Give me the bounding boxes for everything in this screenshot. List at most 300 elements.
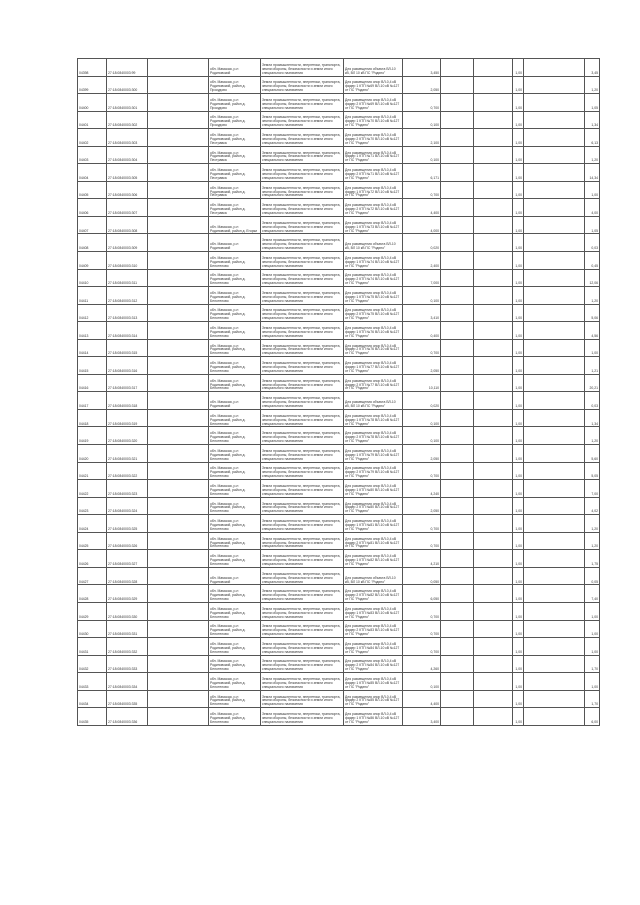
coefficient: 1,00 (513, 673, 524, 691)
table-row (78, 269, 600, 287)
empty-cell (148, 532, 209, 550)
empty-cell (441, 515, 474, 533)
coefficient: 1,00 (513, 94, 524, 112)
total-value: 3,45 (585, 59, 600, 77)
address: обл. Мамская, р-н Родиновский, район д. Белотелово (209, 515, 261, 533)
empty-cell (474, 480, 513, 498)
empty-cell (524, 462, 585, 480)
total-value: 0,03 (585, 392, 600, 410)
table-row (78, 567, 600, 585)
address: обл. Мамская, р-н Родиновский, район д. Белотелово (209, 480, 261, 498)
total-value: 14,34 (585, 164, 600, 182)
row-number: 04400 (78, 94, 107, 112)
area-value: 4,400 (403, 690, 441, 708)
permitted-use: Для размещения опор ВЛ-0,4 кВ фидер 1 КТП №80 ВЛ-10 кВ №127 от ПС "Родино" (344, 480, 403, 498)
coefficient: 1,00 (513, 339, 524, 357)
land-category: Земли промышленности, энергетики, транспорта, земли обороны, безопасности и земли иного специального назначения (261, 304, 344, 322)
row-number: 04416 (78, 374, 107, 392)
row-number: 04402 (78, 129, 107, 147)
address: обл. Мамская, р-н Родиновский, район д. Прокудово (209, 111, 261, 129)
address: обл. Мамская, р-н Родиновский, район д. Белотелово (209, 252, 261, 270)
empty-cell (524, 374, 585, 392)
total-value: 1,75 (585, 550, 600, 568)
empty-cell (474, 322, 513, 340)
row-number: 04403 (78, 146, 107, 164)
empty-cell (524, 445, 585, 463)
area-value: 4,400 (403, 199, 441, 217)
cadastral-number: 27:18:0840003:319 (107, 409, 148, 427)
empty-cell (148, 585, 209, 603)
land-category: Земли промышленности, энергетики, транспорта, земли обороны, безопасности и земли иного специального назначения (261, 585, 344, 603)
empty-cell (524, 585, 585, 603)
empty-cell (441, 620, 474, 638)
total-value: 0,03 (585, 234, 600, 252)
area-value: 2,050 (403, 357, 441, 375)
row-number: 04409 (78, 252, 107, 270)
total-value: 1,05 (585, 216, 600, 234)
coefficient: 1,00 (513, 602, 524, 620)
empty-cell (524, 567, 585, 585)
table-row (78, 532, 600, 550)
empty-cell (441, 690, 474, 708)
empty-cell (474, 673, 513, 691)
land-category: Земли промышленности, энергетики, транспорта, земли обороны, безопасности и земли иного специального назначения (261, 497, 344, 515)
cadastral-number: 27:18:0840003:336 (107, 708, 148, 726)
table-body (78, 59, 600, 726)
empty-cell (441, 462, 474, 480)
land-category: Земли промышленности, энергетики, транспорта, земли обороны, безопасности и земли иного специального назначения (261, 252, 344, 270)
area-value: 0,050 (403, 567, 441, 585)
empty-cell (441, 602, 474, 620)
permitted-use: Для размещения объекта ВЛ-10 кВ, ВЛ 10 кВ ПС "Родино" (344, 392, 403, 410)
coefficient: 1,00 (513, 427, 524, 445)
table-row (78, 304, 600, 322)
land-category: Земли промышленности, энергетики, транспорта, земли обороны, безопасности и земли иного специального назначения (261, 392, 344, 410)
empty-cell (148, 76, 209, 94)
permitted-use: Для размещения опор ВЛ-0,4 кВ фидер 2 КТП №83 ВЛ-10 кВ №127 от ПС "Родино" (344, 620, 403, 638)
empty-cell (474, 181, 513, 199)
table-row (78, 427, 600, 445)
cadastral-number: 27:18:0840003:306 (107, 181, 148, 199)
table-row (78, 690, 600, 708)
cadastral-number: 27:18:0840003:325 (107, 515, 148, 533)
empty-cell (524, 339, 585, 357)
table-row (78, 655, 600, 673)
row-number: 04426 (78, 550, 107, 568)
table-row (78, 602, 600, 620)
address: обл. Мамская, р-н Родиновский, район д. Белотелово (209, 374, 261, 392)
permitted-use: Для размещения опор ВЛ-0,4 кВ фидер 2 КТП №84 ВЛ-10 кВ №127 от ПС "Родино" (344, 655, 403, 673)
table-row (78, 181, 600, 199)
coefficient: 1,00 (513, 304, 524, 322)
coefficient: 1,00 (513, 620, 524, 638)
area-value: 3,400 (403, 708, 441, 726)
empty-cell (148, 287, 209, 305)
empty-cell (474, 111, 513, 129)
address: обл. Мамская, р-н Родиновский, район д. Белотелово (209, 673, 261, 691)
empty-cell (474, 392, 513, 410)
permitted-use: Для размещения опор ВЛ-0,4 кВ фидер 1 КТП №79 ВЛ-10 кВ №127 от ПС "Родино" (344, 445, 403, 463)
empty-cell (474, 146, 513, 164)
permitted-use: Для размещения опор ВЛ-0,4 кВ фидер 2 КТП №71 ВЛ-10 кВ №127 от ПС "Родино" (344, 164, 403, 182)
empty-cell (148, 146, 209, 164)
empty-cell (524, 427, 585, 445)
empty-cell (148, 199, 209, 217)
coefficient: 1,00 (513, 690, 524, 708)
empty-cell (474, 269, 513, 287)
cadastral-number: 27:18:0840003:316 (107, 357, 148, 375)
cadastral-number: 27:18:0840003:311 (107, 269, 148, 287)
empty-cell (148, 216, 209, 234)
empty-cell (524, 94, 585, 112)
land-category: Земли промышленности, энергетики, транспорта, земли обороны, безопасности и земли иного специального назначения (261, 409, 344, 427)
empty-cell (441, 322, 474, 340)
area-value: 6,171 (403, 164, 441, 182)
table-row (78, 252, 600, 270)
permitted-use: Для размещения опор ВЛ-0,4 кВ фидер 1 КТП №72 ВЛ-10 кВ №127 от ПС "Родино" (344, 181, 403, 199)
land-category: Земли промышленности, энергетики, транспорта, земли обороны, безопасности и земли иного специального назначения (261, 690, 344, 708)
empty-cell (441, 708, 474, 726)
empty-cell (474, 59, 513, 77)
empty-cell (474, 357, 513, 375)
permitted-use: Для размещения объекта ВЛ-10 кВ, ВЛ 10 кВ ПС "Родино" (344, 234, 403, 252)
land-category: Земли промышленности, энергетики, транспорта, земли обороны, безопасности и земли иного специального назначения (261, 620, 344, 638)
address: обл. Мамская, р-н Родиновский (209, 567, 261, 585)
row-number: 04413 (78, 322, 107, 340)
total-value: 0,05 (585, 567, 600, 585)
permitted-use: Для размещения опор ВЛ-0,4 кВ фидер 1 КТП №85 ВЛ-10 кВ №127 от ПС "Родино" (344, 673, 403, 691)
area-value: 0,700 (403, 462, 441, 480)
empty-cell (441, 445, 474, 463)
cadastral-number: 27:18:0840003:303 (107, 129, 148, 147)
empty-cell (474, 462, 513, 480)
empty-cell (474, 690, 513, 708)
cadastral-number: 27:18:0840003:322 (107, 462, 148, 480)
empty-cell (474, 129, 513, 147)
empty-cell (148, 59, 209, 77)
table-row (78, 111, 600, 129)
land-category: Земли промышленности, энергетики, транспорта, земли обороны, безопасности и земли иного специального назначения (261, 111, 344, 129)
total-value: 4,00 (585, 199, 600, 217)
cadastral-number: 27:18:0840003:329 (107, 585, 148, 603)
cadastral-number: 27:18:0840003:314 (107, 322, 148, 340)
row-number: 04431 (78, 638, 107, 656)
address: обл. Мамская, р-н Родиновский (209, 234, 261, 252)
cadastral-number: 27:18:0840003:312 (107, 287, 148, 305)
row-number: 04430 (78, 620, 107, 638)
area-value: 2,400 (403, 252, 441, 270)
permitted-use: Для размещения опор ВЛ-0,4 кВ фидер 2 КТП №69 ВЛ-10 кВ №127 от ПС "Родино" (344, 94, 403, 112)
area-value: 2,050 (403, 497, 441, 515)
empty-cell (524, 164, 585, 182)
coefficient: 1,00 (513, 655, 524, 673)
cadastral-number: 27:18:0840003:302 (107, 111, 148, 129)
empty-cell (148, 374, 209, 392)
address: обл. Мамская, р-н Родиновский, район д. Белотелово (209, 445, 261, 463)
empty-cell (441, 339, 474, 357)
empty-cell (474, 164, 513, 182)
land-category: Земли промышленности, энергетики, транспорта, земли обороны, безопасности и земли иного специального назначения (261, 234, 344, 252)
table-row (78, 480, 600, 498)
area-value: 0,400 (403, 322, 441, 340)
empty-cell (524, 409, 585, 427)
empty-cell (148, 567, 209, 585)
empty-cell (524, 357, 585, 375)
table-row (78, 620, 600, 638)
row-number: 04408 (78, 234, 107, 252)
cadastral-number: 27:18:0840003:324 (107, 497, 148, 515)
empty-cell (441, 199, 474, 217)
empty-cell (474, 287, 513, 305)
empty-cell (524, 708, 585, 726)
permitted-use: Для размещения опор ВЛ-0,4 кВ фидер 2 КТП №81 ВЛ-10 кВ №127 от ПС "Родино" (344, 532, 403, 550)
total-value: 1,70 (585, 690, 600, 708)
area-value: 0,100 (403, 111, 441, 129)
land-register-table (77, 58, 600, 726)
row-number: 04427 (78, 567, 107, 585)
row-number: 04429 (78, 602, 107, 620)
total-value: 1,00 (585, 673, 600, 691)
coefficient: 1,00 (513, 76, 524, 94)
land-category: Земли промышленности, энергетики, транспорта, земли обороны, безопасности и земли иного специального назначения (261, 567, 344, 585)
area-value: 0,100 (403, 409, 441, 427)
total-value: 1,70 (585, 655, 600, 673)
coefficient: 1,00 (513, 480, 524, 498)
address: обл. Мамская, р-н Родиновский, район д. Белотелово (209, 532, 261, 550)
empty-cell (148, 129, 209, 147)
row-number: 04434 (78, 690, 107, 708)
cadastral-number: 27:18:0840003:307 (107, 199, 148, 217)
empty-cell (441, 146, 474, 164)
table-row (78, 515, 600, 533)
empty-cell (148, 304, 209, 322)
total-value: 1,00 (585, 620, 600, 638)
total-value: 12,06 (585, 269, 600, 287)
empty-cell (441, 638, 474, 656)
empty-cell (474, 550, 513, 568)
coefficient: 1,00 (513, 216, 524, 234)
coefficient: 1,00 (513, 59, 524, 77)
cadastral-number: 27:18:0840003:323 (107, 480, 148, 498)
land-category: Земли промышленности, энергетики, транспорта, земли обороны, безопасности и земли иного специального назначения (261, 602, 344, 620)
empty-cell (148, 181, 209, 199)
address: обл. Мамская, р-н Родиновский, район д. Белотелово (209, 690, 261, 708)
total-value: 0,45 (585, 252, 600, 270)
empty-cell (441, 216, 474, 234)
area-value: 2,050 (403, 445, 441, 463)
address: обл. Мамская, р-н Родиновский, район д. Белотелово (209, 287, 261, 305)
address: обл. Мамская, р-н Родиновский, район д. Белотелово (209, 357, 261, 375)
coefficient: 1,00 (513, 111, 524, 129)
land-category: Земли промышленности, энергетики, транспорта, земли обороны, безопасности и земли иного специального назначения (261, 445, 344, 463)
area-value: 0,700 (403, 339, 441, 357)
coefficient: 1,00 (513, 181, 524, 199)
empty-cell (148, 673, 209, 691)
area-value: 0,700 (403, 94, 441, 112)
total-value: 1,21 (585, 357, 600, 375)
coefficient: 1,00 (513, 497, 524, 515)
table-row (78, 550, 600, 568)
empty-cell (441, 427, 474, 445)
permitted-use: Для размещения опор ВЛ-0,4 кВ фидер 2 КТП №77 ВЛ-10 кВ №127 от ПС "Родино" (344, 374, 403, 392)
address: обл. Мамская, р-н Родиновский, район д. Белотелово (209, 322, 261, 340)
total-value: 7,00 (585, 480, 600, 498)
empty-cell (474, 585, 513, 603)
empty-cell (441, 374, 474, 392)
empty-cell (474, 497, 513, 515)
area-value: 0,100 (403, 146, 441, 164)
row-number: 04410 (78, 269, 107, 287)
empty-cell (474, 638, 513, 656)
coefficient: 1,00 (513, 357, 524, 375)
empty-cell (148, 480, 209, 498)
cadastral-number: 27:18:0840003:321 (107, 445, 148, 463)
coefficient: 1,00 (513, 585, 524, 603)
empty-cell (474, 76, 513, 94)
empty-cell (524, 638, 585, 656)
land-category: Земли промышленности, энергетики, транспорта, земли обороны, безопасности и земли иного специального назначения (261, 550, 344, 568)
area-value: 4,210 (403, 550, 441, 568)
table-row (78, 94, 600, 112)
land-category: Земли промышленности, энергетики, транспорта, земли обороны, безопасности и земли иного специального назначения (261, 462, 344, 480)
empty-cell (474, 234, 513, 252)
empty-cell (148, 462, 209, 480)
empty-cell (441, 59, 474, 77)
land-category: Земли промышленности, энергетики, транспорта, земли обороны, безопасности и земли иного специального назначения (261, 59, 344, 77)
table-row (78, 322, 600, 340)
empty-cell (441, 164, 474, 182)
empty-cell (524, 497, 585, 515)
empty-cell (148, 638, 209, 656)
total-value: 7,40 (585, 585, 600, 603)
cadastral-number: 27:18:0840003:328 (107, 567, 148, 585)
address: обл. Мамская, р-н Родиновский, район д. Белотелово (209, 427, 261, 445)
permitted-use: Для размещения опор ВЛ-0,4 кВ фидер 1 КТП №77 ВЛ-10 кВ №127 от ПС "Родино" (344, 357, 403, 375)
table-row (78, 339, 600, 357)
empty-cell (148, 550, 209, 568)
row-number: 04417 (78, 392, 107, 410)
land-category: Земли промышленности, энергетики, транспорта, земли обороны, безопасности и земли иного специального назначения (261, 94, 344, 112)
total-value: 1,00 (585, 602, 600, 620)
total-value: 5,06 (585, 304, 600, 322)
empty-cell (524, 550, 585, 568)
permitted-use: Для размещения объекта ВЛ-10 кВ, ВЛ 10 кВ ПС "Родино" (344, 567, 403, 585)
cadastral-number: 27:18:0840003:309 (107, 234, 148, 252)
empty-cell (148, 427, 209, 445)
table-row (78, 445, 600, 463)
row-number: 04419 (78, 427, 107, 445)
area-value: 4,000 (403, 216, 441, 234)
empty-cell (148, 602, 209, 620)
empty-cell (524, 532, 585, 550)
cadastral-number: 27:18:0840003:334 (107, 673, 148, 691)
empty-cell (441, 409, 474, 427)
empty-cell (524, 76, 585, 94)
coefficient: 1,00 (513, 322, 524, 340)
coefficient: 1,00 (513, 234, 524, 252)
empty-cell (441, 532, 474, 550)
land-category: Земли промышленности, энергетики, транспорта, земли обороны, безопасности и земли иного специального назначения (261, 638, 344, 656)
total-value: 1,00 (585, 339, 600, 357)
land-category: Земли промышленности, энергетики, транспорта, земли обороны, безопасности и земли иного специального назначения (261, 339, 344, 357)
permitted-use: Для размещения опор ВЛ-0,4 кВ фидер 2 КТП №75 ВЛ-10 кВ №127 от ПС "Родино" (344, 304, 403, 322)
row-number: 04411 (78, 287, 107, 305)
cadastral-number: 27:18:0840003:99 (107, 59, 148, 77)
empty-cell (474, 339, 513, 357)
land-category: Земли промышленности, энергетики, транспорта, земли обороны, безопасности и земли иного специального назначения (261, 427, 344, 445)
empty-cell (148, 252, 209, 270)
cadastral-number: 27:18:0840003:313 (107, 304, 148, 322)
empty-cell (441, 234, 474, 252)
address: обл. Мамская, р-н Родиновский, район д. Белотелово (209, 708, 261, 726)
land-category: Земли промышленности, энергетики, транспорта, земли обороны, безопасности и земли иного специального назначения (261, 199, 344, 217)
coefficient: 1,00 (513, 374, 524, 392)
row-number: 04412 (78, 304, 107, 322)
area-value: 0,020 (403, 234, 441, 252)
empty-cell (474, 620, 513, 638)
empty-cell (148, 497, 209, 515)
empty-cell (148, 515, 209, 533)
empty-cell (148, 94, 209, 112)
cadastral-number: 27:18:0840003:326 (107, 532, 148, 550)
empty-cell (524, 620, 585, 638)
permitted-use: Для размещения опор ВЛ-0,4 кВ фидер 1 КТП №78 ВЛ-10 кВ №127 от ПС "Родино" (344, 409, 403, 427)
permitted-use: Для размещения опор ВЛ-0,4 кВ фидер 1 КТП №75 ВЛ-10 кВ №127 от ПС "Родино" (344, 287, 403, 305)
empty-cell (474, 409, 513, 427)
row-number: 04420 (78, 445, 107, 463)
coefficient: 1,00 (513, 550, 524, 568)
empty-cell (148, 708, 209, 726)
total-value: 1,05 (585, 94, 600, 112)
total-value: 5,60 (585, 445, 600, 463)
empty-cell (441, 269, 474, 287)
coefficient: 1,00 (513, 164, 524, 182)
address: обл. Мамская, р-н Родиновский, район д. Белотелово (209, 304, 261, 322)
row-number: 04422 (78, 480, 107, 498)
land-category: Земли промышленности, энергетики, транспорта, земли обороны, безопасности и земли иного специального назначения (261, 673, 344, 691)
empty-cell (441, 655, 474, 673)
row-number: 04399 (78, 76, 107, 94)
land-category: Земли промышленности, энергетики, транспорта, земли обороны, безопасности и земли иного специального назначения (261, 181, 344, 199)
address: обл. Мамская, р-н Родиновский, район д. Белотелово (209, 462, 261, 480)
row-number: 04418 (78, 409, 107, 427)
empty-cell (524, 287, 585, 305)
total-value: 1,20 (585, 76, 600, 94)
empty-cell (441, 357, 474, 375)
empty-cell (524, 59, 585, 77)
empty-cell (524, 602, 585, 620)
empty-cell (474, 199, 513, 217)
table-row (78, 129, 600, 147)
empty-cell (441, 94, 474, 112)
land-category: Земли промышленности, энергетики, транспорта, земли обороны, безопасности и земли иного специального назначения (261, 480, 344, 498)
table-row (78, 462, 600, 480)
address: обл. Мамская, р-н Родиновский, район д. Прокудово (209, 94, 261, 112)
permitted-use: Для размещения опор ВЛ-0,4 кВ фидер 1 КТП №86 ВЛ-10 кВ №127 от ПС "Родино" (344, 708, 403, 726)
area-value: 2,050 (403, 76, 441, 94)
permitted-use: Для размещения опор ВЛ-0,4 кВ фидер 1 КТП №76 ВЛ-10 кВ №127 от ПС "Родино" (344, 322, 403, 340)
row-number: 04398 (78, 59, 107, 77)
table-row (78, 374, 600, 392)
table-row (78, 497, 600, 515)
row-number: 04405 (78, 181, 107, 199)
address: обл. Мамская, р-н Родиновский, район д. Пестравка (209, 164, 261, 182)
empty-cell (524, 269, 585, 287)
coefficient: 1,00 (513, 129, 524, 147)
empty-cell (524, 655, 585, 673)
permitted-use: Для размещения опор ВЛ-0,4 кВ фидер 1 КТП №69 ВЛ-10 кВ №127 от ПС "Родино" (344, 76, 403, 94)
coefficient: 1,00 (513, 445, 524, 463)
